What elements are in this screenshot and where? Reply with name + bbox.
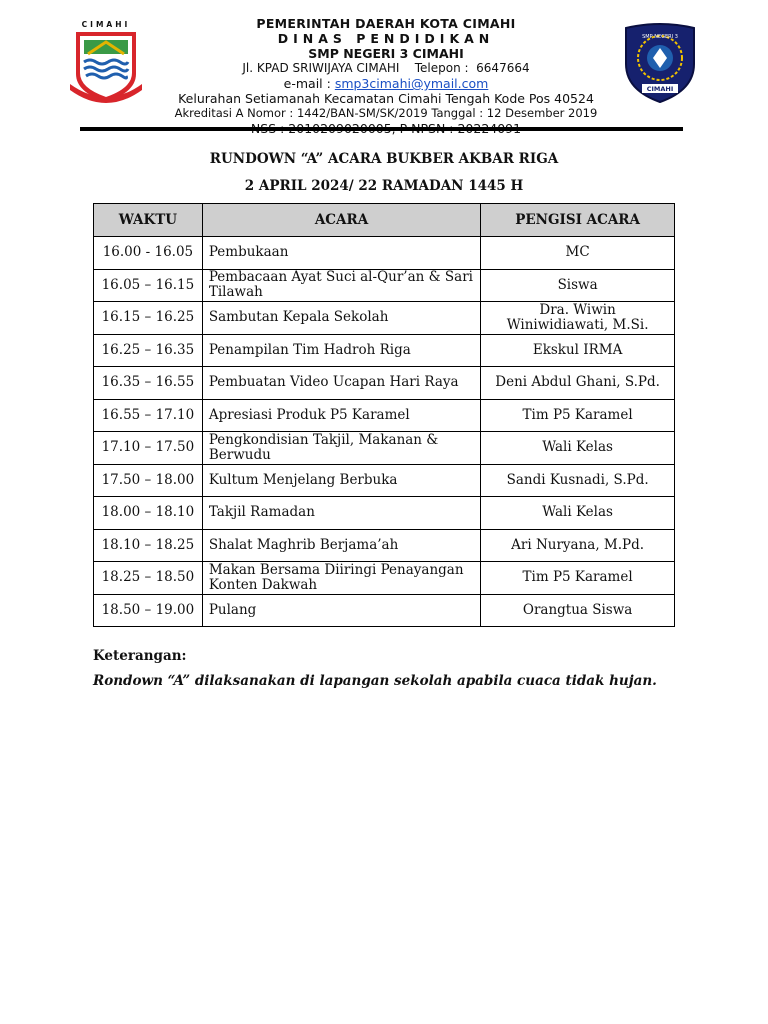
page-title: RUNDOWN “A” ACARA BUKBER AKBAR RIGA <box>209 151 559 167</box>
table-row <box>94 529 675 562</box>
cell-event: Pembuatan Video Ucapan Hari Raya <box>202 367 480 400</box>
table-row <box>94 464 675 497</box>
cell-host: Orangtua Siswa <box>481 594 675 627</box>
cell-event: Makan Bersama Diiringi Penayangan Konten Dakwah <box>202 562 480 595</box>
cell-time: 17.50 – 18.00 <box>94 464 203 497</box>
cell-time: 16.55 – 17.10 <box>94 399 203 432</box>
school-name: SMP NEGERI 3 CIMAHI <box>308 46 464 61</box>
cell-host: Tim P5 Karamel <box>481 562 675 595</box>
header-waktu: WAKTU <box>94 204 203 237</box>
rundown-table <box>93 203 675 627</box>
school-logo <box>620 20 700 104</box>
header-pengisi-acara: PENGISI ACARA <box>481 204 675 237</box>
address-phone: Jl. KPAD SRIWIJAYA CIMAHI Telepon : 6647664 <box>242 61 530 75</box>
cell-time: 18.25 – 18.50 <box>94 562 203 595</box>
cell-time: 16.15 – 16.25 <box>94 302 203 335</box>
table-row <box>94 399 675 432</box>
cell-host: Siswa <box>481 269 675 302</box>
table-header-row <box>94 204 675 237</box>
letterhead-text <box>156 16 616 136</box>
left-logo-label: CIMAHI <box>81 20 131 29</box>
cell-host: Wali Kelas <box>481 497 675 530</box>
table-row <box>94 562 675 595</box>
email-link[interactable]: smp3cimahi@ymail.com <box>334 76 489 91</box>
cell-host: Dra. Wiwin Winiwidiawati, M.Si. <box>481 302 675 335</box>
cell-host: MC <box>481 237 675 270</box>
cell-event: Takjil Ramadan <box>202 497 480 530</box>
cell-time: 17.10 – 17.50 <box>94 432 203 465</box>
cell-event: Pembukaan <box>202 237 480 270</box>
cell-host: Ari Nuryana, M.Pd. <box>481 529 675 562</box>
cell-time: 16.00 - 16.05 <box>94 237 203 270</box>
cell-event: Sambutan Kepala Sekolah <box>202 302 480 335</box>
table-row <box>94 302 675 335</box>
table-row <box>94 334 675 367</box>
cell-host: Deni Abdul Ghani, S.Pd. <box>481 367 675 400</box>
cell-event: Kultum Menjelang Berbuka <box>202 464 480 497</box>
office-name: DINAS PENDIDIKAN <box>277 31 495 46</box>
cell-event: Pulang <box>202 594 480 627</box>
event-date: 2 APRIL 2024/ 22 RAMADAN 1445 H <box>244 178 524 194</box>
cell-event: Pembacaan Ayat Suci al-Qur’an & Sari Tilawah <box>202 269 480 302</box>
cell-event: Shalat Maghrib Berjama’ah <box>202 529 480 562</box>
accreditation-line: Akreditasi A Nomor : 1442/BAN-SM/SK/2019 Tanggal : 12 Desember 2019 <box>174 106 598 120</box>
cell-event: Apresiasi Produk P5 Karamel <box>202 399 480 432</box>
cell-time: 16.35 – 16.55 <box>94 367 203 400</box>
cell-time: 18.00 – 18.10 <box>94 497 203 530</box>
cimahi-city-logo <box>66 18 146 110</box>
table-row <box>94 237 675 270</box>
cell-time: 16.25 – 16.35 <box>94 334 203 367</box>
table-row <box>94 432 675 465</box>
svg-text:SMP NEGERI 3: SMP NEGERI 3 <box>642 34 678 40</box>
letterhead <box>64 14 684 130</box>
table-row <box>94 594 675 627</box>
right-logo-label: CIMAHI <box>646 85 674 93</box>
notes-text: Rondown “A” dilaksanakan di lapangan sekolah apabila cuaca tidak hujan. <box>93 673 657 689</box>
cell-host: Wali Kelas <box>481 432 675 465</box>
cell-time: 18.10 – 18.25 <box>94 529 203 562</box>
district-line: Kelurahan Setiamanah Kecamatan Cimahi Tengah Kode Pos 40524 <box>178 91 594 106</box>
cell-host: Ekskul IRMA <box>481 334 675 367</box>
gov-name: PEMERINTAH DAERAH KOTA CIMAHI <box>256 16 516 31</box>
letterhead-divider <box>80 127 683 131</box>
notes-label: Keterangan: <box>93 648 187 664</box>
cell-event: Penampilan Tim Hadroh Riga <box>202 334 480 367</box>
cell-time: 18.50 – 19.00 <box>94 594 203 627</box>
cell-time: 16.05 – 16.15 <box>94 269 203 302</box>
table-row <box>94 497 675 530</box>
cell-host: Sandi Kusnadi, S.Pd. <box>481 464 675 497</box>
cell-event: Pengkondisian Takjil, Makanan & Berwudu <box>202 432 480 465</box>
header-acara: ACARA <box>202 204 480 237</box>
email-line <box>156 76 616 91</box>
table-row <box>94 269 675 302</box>
email-label: e-mail : <box>283 76 335 91</box>
table-row <box>94 367 675 400</box>
cell-host: Tim P5 Karamel <box>481 399 675 432</box>
